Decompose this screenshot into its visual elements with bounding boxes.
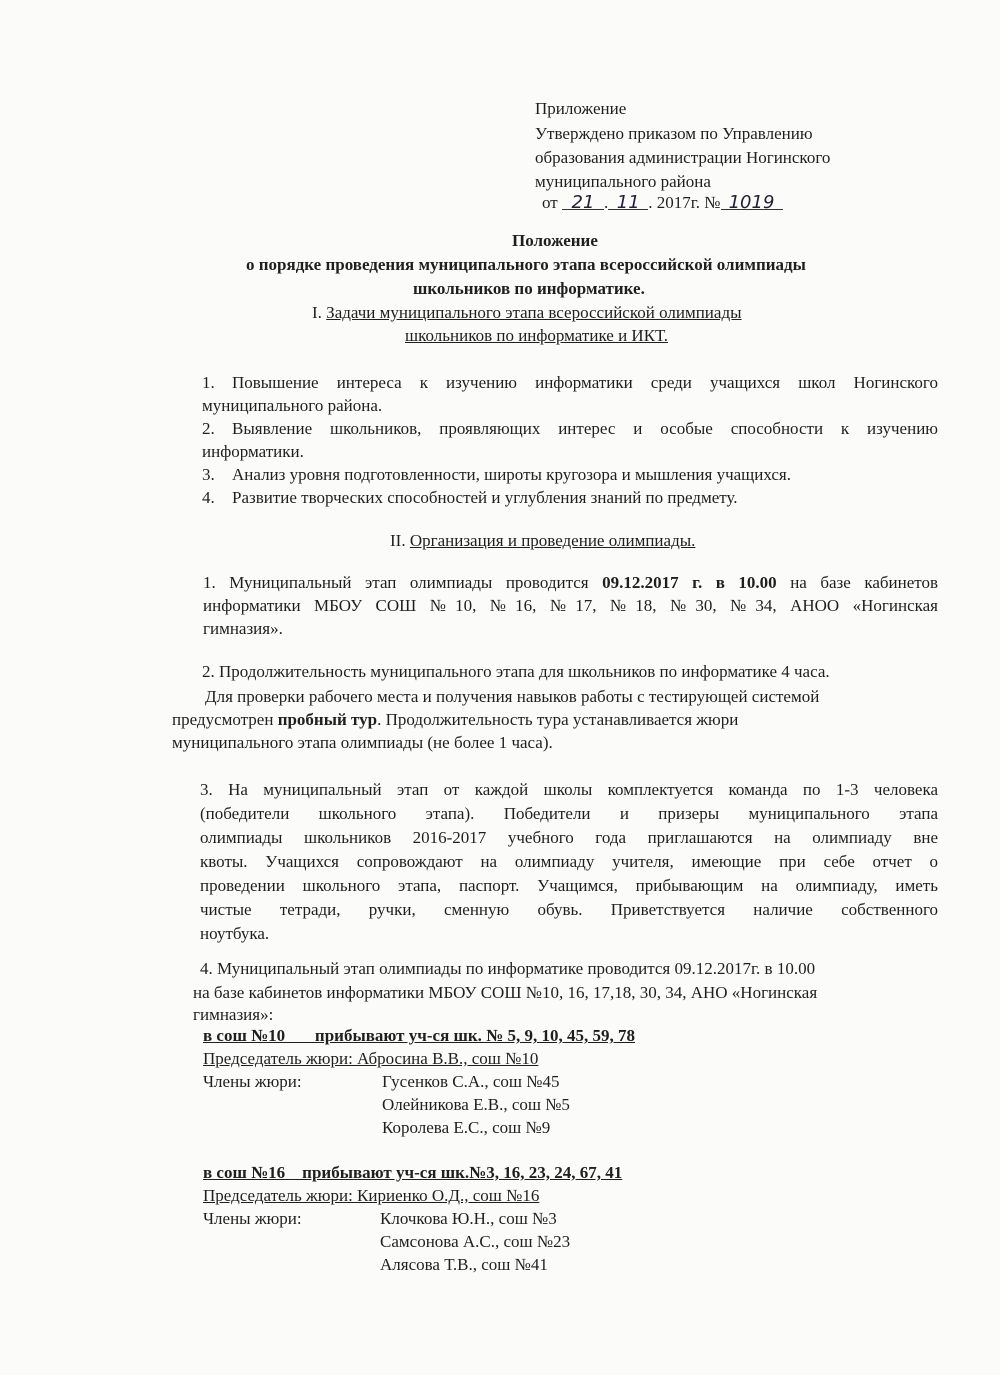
para-1-date-bold: 09.12.2017 г. в 10.00 bbox=[602, 573, 777, 592]
day-field bbox=[562, 192, 604, 213]
doc-title: Положение bbox=[512, 231, 598, 250]
para-3-line-3: олимпиады школьников 2016-2017 учебного года приглашаются на олимпиаду вне bbox=[200, 828, 938, 847]
section-2-title: Организация и проведение олимпиады. bbox=[409, 531, 696, 550]
appendix-label: Приложение bbox=[535, 99, 627, 118]
venue-2-heading: в сош №16 прибывают уч-ся шк.№3, 16, 23, 24, 67, 41 bbox=[203, 1163, 623, 1182]
venue-1-chair: Председатель жюри: Абросина В.В., сош №10 bbox=[203, 1049, 539, 1068]
para-2-line-1: 2. Продолжительность муниципального этапа для школьников по информатике 4 часа. bbox=[202, 662, 830, 681]
venue-2-chair: Председатель жюри: Кириенко О.Д., сош №16 bbox=[203, 1186, 540, 1205]
approval-line-3: муниципального района bbox=[535, 172, 711, 191]
doc-subtitle-1: о порядке проведения муниципального этапа всероссийской олимпиады bbox=[246, 255, 806, 274]
venue-1-members-label: Члены жюри: bbox=[203, 1072, 302, 1091]
para-1-text-c: на базе кабинетов bbox=[776, 573, 938, 592]
date-prefix: от bbox=[542, 193, 558, 212]
para-1-line-3: гимназия». bbox=[203, 619, 283, 638]
approval-line-1: Утверждено приказом по Управлению bbox=[535, 124, 813, 143]
list-item-4-num: 4. bbox=[202, 488, 215, 507]
para-3-line-5: проведении школьного этапа, паспорт. Учащимся, прибывающим на олимпиаду, иметь bbox=[200, 876, 938, 895]
para-3-line-2: (победители школьного этапа). Победители и призеры муниципального этапа bbox=[200, 804, 938, 823]
list-item-2-cont: информатики. bbox=[202, 442, 304, 461]
trial-round-bold: пробный тур bbox=[277, 710, 378, 729]
list-item-2-num: 2. bbox=[202, 419, 215, 438]
para-3-line-4: квоты. Учащихся сопровождают на олимпиаду учителя, имеющие при себе отчет о bbox=[200, 852, 938, 871]
section-1-title: Задачи муниципального этапа всероссийской олимпиады bbox=[326, 303, 742, 322]
para-1-line-1 bbox=[203, 574, 938, 593]
venue-1-member-2: Олейникова Е.В., сош №5 bbox=[382, 1095, 570, 1114]
venue-1-member-1: Гусенков С.А., сош №45 bbox=[382, 1072, 560, 1091]
para-2-line-2: Для проверки рабочего места и получения навыков работы с тестирующей системой bbox=[205, 687, 820, 706]
list-item-3: Анализ уровня подготовленности, широты кругозора и мышления учащихся. bbox=[232, 465, 791, 484]
list-item-1: Повышение интереса к изучению информатики среди учащихся школ Ногинского bbox=[232, 373, 938, 392]
list-item-4: Развитие творческих способностей и углубления знаний по предмету. bbox=[232, 488, 738, 507]
para-3-line-1: 3. На муниципальный этап от каждой школы комплектуется команда по 1-3 человека bbox=[200, 780, 938, 799]
para-4-line-3: гимназия»: bbox=[193, 1005, 274, 1024]
order-number-field bbox=[721, 192, 783, 213]
para-4-line-1: 4. Муниципальный этап олимпиады по информатике проводится 09.12.2017г. в 10.00 bbox=[200, 959, 816, 978]
list-item-3-num: 3. bbox=[202, 465, 215, 484]
venue-2-member-3: Алясова Т.В., сош №41 bbox=[380, 1255, 548, 1274]
date-year-text: . 2017г. № bbox=[648, 193, 721, 212]
para-2-line-4: муниципального этапа олимпиады (не более 1 часа). bbox=[172, 733, 553, 752]
para-1-text-a: 1. Муниципальный этап олимпиады проводится bbox=[203, 573, 603, 592]
para-2-text-c: . Продолжительность тура устанавливается жюри bbox=[377, 710, 739, 729]
approval-line-2: образования администрации Ногинского bbox=[535, 148, 831, 167]
venue-2-members-label: Члены жюри: bbox=[203, 1209, 302, 1228]
venue-2-member-2: Самсонова А.С., сош №23 bbox=[380, 1232, 571, 1251]
section-1-title-2: школьников по информатике и ИКТ. bbox=[405, 326, 668, 345]
approval-date-line: от 21 . 11 . 2017г. № 1019 bbox=[542, 193, 783, 213]
doc-subtitle-2: школьников по информатике. bbox=[413, 279, 645, 298]
list-item-1-num: 1. bbox=[202, 373, 215, 392]
section-2-heading bbox=[390, 532, 695, 551]
section-1-heading bbox=[312, 304, 742, 323]
handwritten-month: 11 bbox=[616, 192, 640, 213]
para-1-line-2: информатики МБОУ СОШ №10, №16, №17, №18, №30, №34, АНОО «Ногинская bbox=[203, 596, 938, 615]
handwritten-order-number: 1019 bbox=[728, 192, 775, 213]
venue-1-heading: в сош №10 прибывают уч-ся шк. № 5, 9, 10, 45, 59, 78 bbox=[203, 1026, 635, 1045]
list-item-1-cont: муниципального района. bbox=[202, 396, 383, 415]
month-field bbox=[608, 192, 648, 213]
para-3-line-7: ноутбука. bbox=[200, 924, 270, 943]
list-item-2: Выявление школьников, проявляющих интерес и особые способности к изучению bbox=[232, 419, 938, 438]
venue-1-member-3: Королева Е.С., сош №9 bbox=[382, 1118, 551, 1137]
section-1-num: I. bbox=[312, 303, 322, 322]
para-2-text-a: предусмотрен bbox=[172, 710, 278, 729]
para-3-line-6: чистые тетради, ручки, сменную обувь. Приветствуется наличие собственного bbox=[200, 900, 938, 919]
para-2-line-3 bbox=[172, 711, 738, 730]
para-4-line-2: на базе кабинетов информатики МБОУ СОШ №10, 16, 17,18, 30, 34, АНО «Ногинская bbox=[193, 983, 818, 1002]
venue-2-member-1: Клочкова Ю.Н., сош №3 bbox=[380, 1209, 557, 1228]
handwritten-day: 21 bbox=[571, 192, 595, 213]
section-2-num: II. bbox=[390, 531, 406, 550]
